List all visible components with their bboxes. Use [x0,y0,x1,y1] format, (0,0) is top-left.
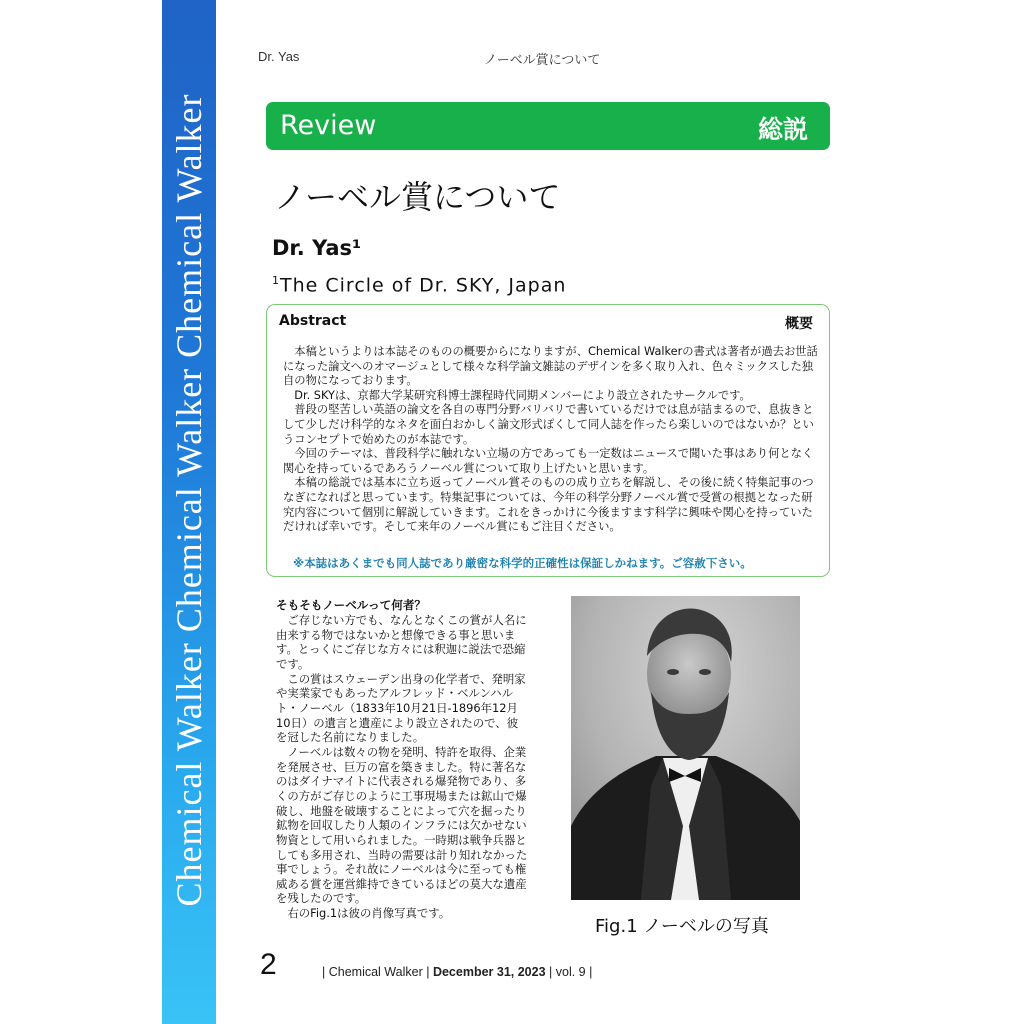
body-paragraph: ノーベルは数々の物を発明、特許を取得、企業を発展させ、巨万の富を築きました。特に著名なのはダイナマイトに代表される爆発物であり、多くの方がご存じのように工事現場または鉱山で爆破し、地盤を破壊することによって穴を掘ったり鉱物を回収したり人類のインフラには欠かせない物資として用いられました。一時期は戦争兵器としても多用され、当時の需要は計り知れなかった事でしょう。それ故にノーベルは今に至っても権威ある賞を運営維持できているほどの莫大な遺産を残したのです。 [276,744,528,906]
banner-review-label-jp: 総説 [757,115,808,144]
running-header-author: Dr. Yas [258,49,300,64]
footer-info [322,965,592,979]
journal-sidebar [162,0,216,1024]
affiliation-text: The Circle of Dr. SKY, Japan [280,274,567,297]
footer-separator: | [422,965,433,979]
footer-separator: | [322,965,329,979]
nobel-portrait-photo [571,596,800,900]
abstract-disclaimer-note: ※本誌はあくまでも同人誌であり厳密な科学的正確性は保証しかねます。ご容赦下さい。 [293,556,752,570]
footer-journal: Chemical Walker [328,965,423,979]
abstract-paragraph: 普段の堅苦しい英語の論文を各自の専門分野バリバリで書いているだけでは息が詰まるので、息抜きとして少しだけ科学的なネタを面白おかしく論文形式ぽくして同人誌を作ったら楽しいのではないか？というコンセプトで始めたのが本誌です。 [283,403,814,446]
footer-separator: | [585,965,593,979]
section-heading: そもそもノーベルって何者？ [276,598,427,612]
author-affiliation [272,274,566,296]
banner-review-label: Review [280,110,377,141]
affiliation-mark: 1 [272,274,280,287]
abstract-label-jp: 概要 [785,316,813,332]
body-paragraph: ご存じない方でも、なんとなくこの賞が人名に由来する物ではないかと想像できる事と思います。とっくにご存じな方々には釈迦に説法で恐縮です。 [276,613,527,671]
abstract-paragraph: 本稿というよりは本誌そのものの概要からになりますが、Chemical Walkerの書式は著者が過去お世話になった論文へのオマージュとして様々な科学論文雑誌のデザインを多く取り入れ、色々ミックスした独自の物になっております。 [283,345,818,388]
body-paragraph: 右のFig.1は彼の肖像写真です。 [287,906,451,921]
section-banner [266,102,830,150]
sidebar-journal-name: Chemical Walker Chemical Walker Chemical Walker [169,93,209,907]
abstract-box [266,304,830,577]
body-column [276,598,528,921]
abstract-paragraph: Dr. SKYは、京都大学某研究科博士課程時代同期メンバーにより設立されたサークルです。 [294,388,751,402]
article-title: ノーベル賞について [274,178,561,216]
page-number: 2 [260,948,277,981]
figure-caption: Fig.1 ノーベルの写真 [595,916,769,937]
footer-separator: | [545,965,556,979]
footer-date: December 31, 2023 [432,965,546,979]
abstract-label: Abstract [279,313,347,329]
abstract-body [283,345,819,535]
abstract-paragraph: 今回のテーマは、普段科学に触れない立場の方であっても一定数はニュースで聞いた事はあり何となく関心を持っているであろうノーベル賞について取り上げたいと思います。 [283,447,814,475]
body-paragraph: この賞はスウェーデン出身の化学者で、発明家や実業家でもあったアルフレッド・ベルンハルト・ノーベル（1833年10月21日-1896年12月10日）の遺言と遺産により設立されたので、彼を冠した名前になりました。 [276,671,526,745]
abstract-paragraph: 本稿の総説では基本に立ち返ってノーベル賞そのものの成り立ちを解説し、その後に続く特集記事のつなぎになればと思っています。特集記事については、今年の科学分野ノーベル賞で受賞の根拠となった研究内容について個別に解説していきます。これをきっかけに今後ますます科学に興味や関心を持っていただければ幸いです。そして来年のノーベル賞にもご注目ください。 [283,476,814,534]
article-author: Dr. Yas¹ [272,236,362,260]
running-header-title: ノーベル賞について [484,53,601,68]
footer-volume: vol. 9 [555,965,586,979]
